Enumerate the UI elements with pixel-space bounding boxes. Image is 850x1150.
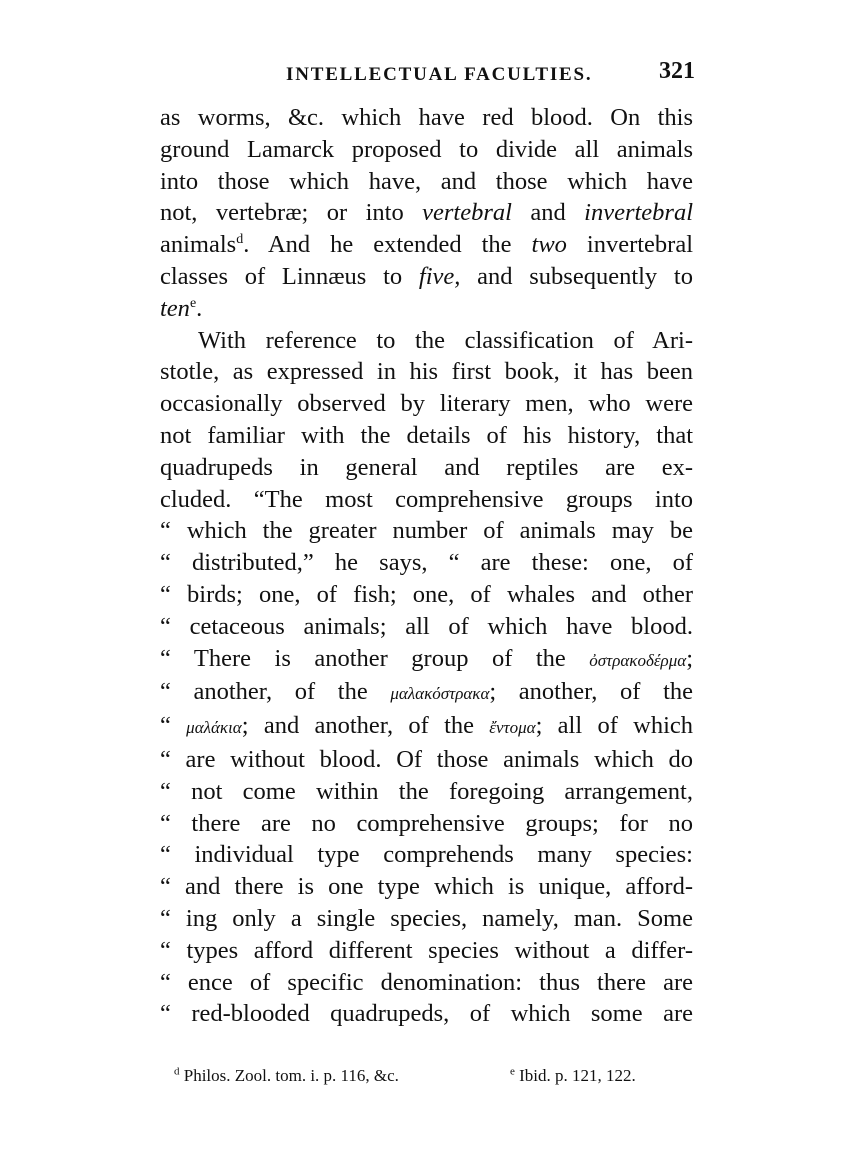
footnote-e: $^e$ Ibid. p. 121, 122.: [510, 1065, 636, 1085]
text-line: With reference to the classification of Ari-: [198, 326, 693, 354]
text-line: ground Lamarck proposed to divide all animals: [160, 135, 693, 163]
text-line: “ μαλάκια; and another, of the ἔντομα; all of which: [160, 712, 694, 740]
emphasis: ten: [160, 294, 190, 322]
emphasis: vertebral: [422, 199, 512, 227]
text-line: quadrupeds in general and reptiles are ex-: [160, 453, 693, 481]
text-line: “ there are no comprehensive groups; for no: [160, 809, 693, 837]
footnotes: [174, 1066, 694, 1090]
text-line: “ another, of the μαλακόστρακα; another, of the: [160, 678, 693, 706]
text-line: “ which the greater number of animals may be: [160, 517, 693, 545]
greek-term: ἔντομα: [489, 718, 536, 738]
page-number: 321: [659, 58, 695, 84]
text-line: “ cetaceous animals; all of which have blood.: [160, 612, 693, 640]
text-line: ten$^e$.: [160, 294, 203, 322]
footnote-ref-e: e: [189, 295, 197, 311]
text-line: stotle, as expressed in his first book, it has been: [160, 358, 693, 386]
text-line: occasionally observed by literary men, who were: [160, 390, 693, 418]
text-line: “ red-blooded quadrupeds, of which some are: [160, 1000, 693, 1028]
emphasis: invertebral: [584, 199, 694, 227]
emphasis: five,: [418, 262, 461, 290]
greek-term: ὀστρακοδέρμα: [589, 650, 687, 670]
text-line: cluded. “The most comprehensive groups into: [160, 485, 693, 513]
footnote-ref-d: d: [236, 232, 244, 248]
text-line: animals$^d$. And he extended the two invertebral: [160, 231, 693, 259]
footnote-mark-e: e: [510, 1065, 515, 1078]
body-text: [160, 102, 693, 1030]
text-line: as worms, &c. which have red blood. On this: [160, 104, 693, 131]
text-line: classes of Linnæus to five, and subsequently to: [160, 262, 693, 290]
greek-term: μαλακόστρακα: [390, 684, 490, 704]
text-line: “ birds; one, of fish; one, of whales and other: [160, 580, 693, 608]
text-line: not familiar with the details of his history, that: [160, 421, 693, 449]
text-line: “ and there is one type which is unique, afford-: [160, 873, 693, 901]
text-line: “ ing only a single species, namely, man. Some: [160, 904, 693, 932]
text-line: “ There is another group of the ὀστρακοδέρμα;: [160, 644, 693, 672]
running-head: INTELLECTUAL FACULTIES.: [286, 64, 593, 85]
footnote-d: $^d$ Philos. Zool. tom. i. p. 116, &c.: [174, 1065, 399, 1085]
footnote-mark-d: d: [174, 1065, 180, 1078]
text-line: “ ence of specific denomination: thus there are: [160, 968, 693, 996]
page-header: [160, 58, 695, 92]
greek-term: μαλάκια: [186, 718, 242, 738]
text-line: not, vertebræ; or into vertebral and invertebral: [160, 199, 694, 227]
text-line: into those which have, and those which have: [160, 167, 693, 195]
text-line: “ types afford different species without a differ-: [160, 936, 693, 964]
text-line: “ are without blood. Of those animals which do: [160, 745, 693, 773]
emphasis: two: [531, 231, 567, 259]
text-line: “ not come within the foregoing arrangement,: [160, 777, 693, 805]
text-line: “ distributed,” he says, “ are these: one, of: [160, 549, 693, 577]
text-line: “ individual type comprehends many species:: [160, 841, 693, 869]
